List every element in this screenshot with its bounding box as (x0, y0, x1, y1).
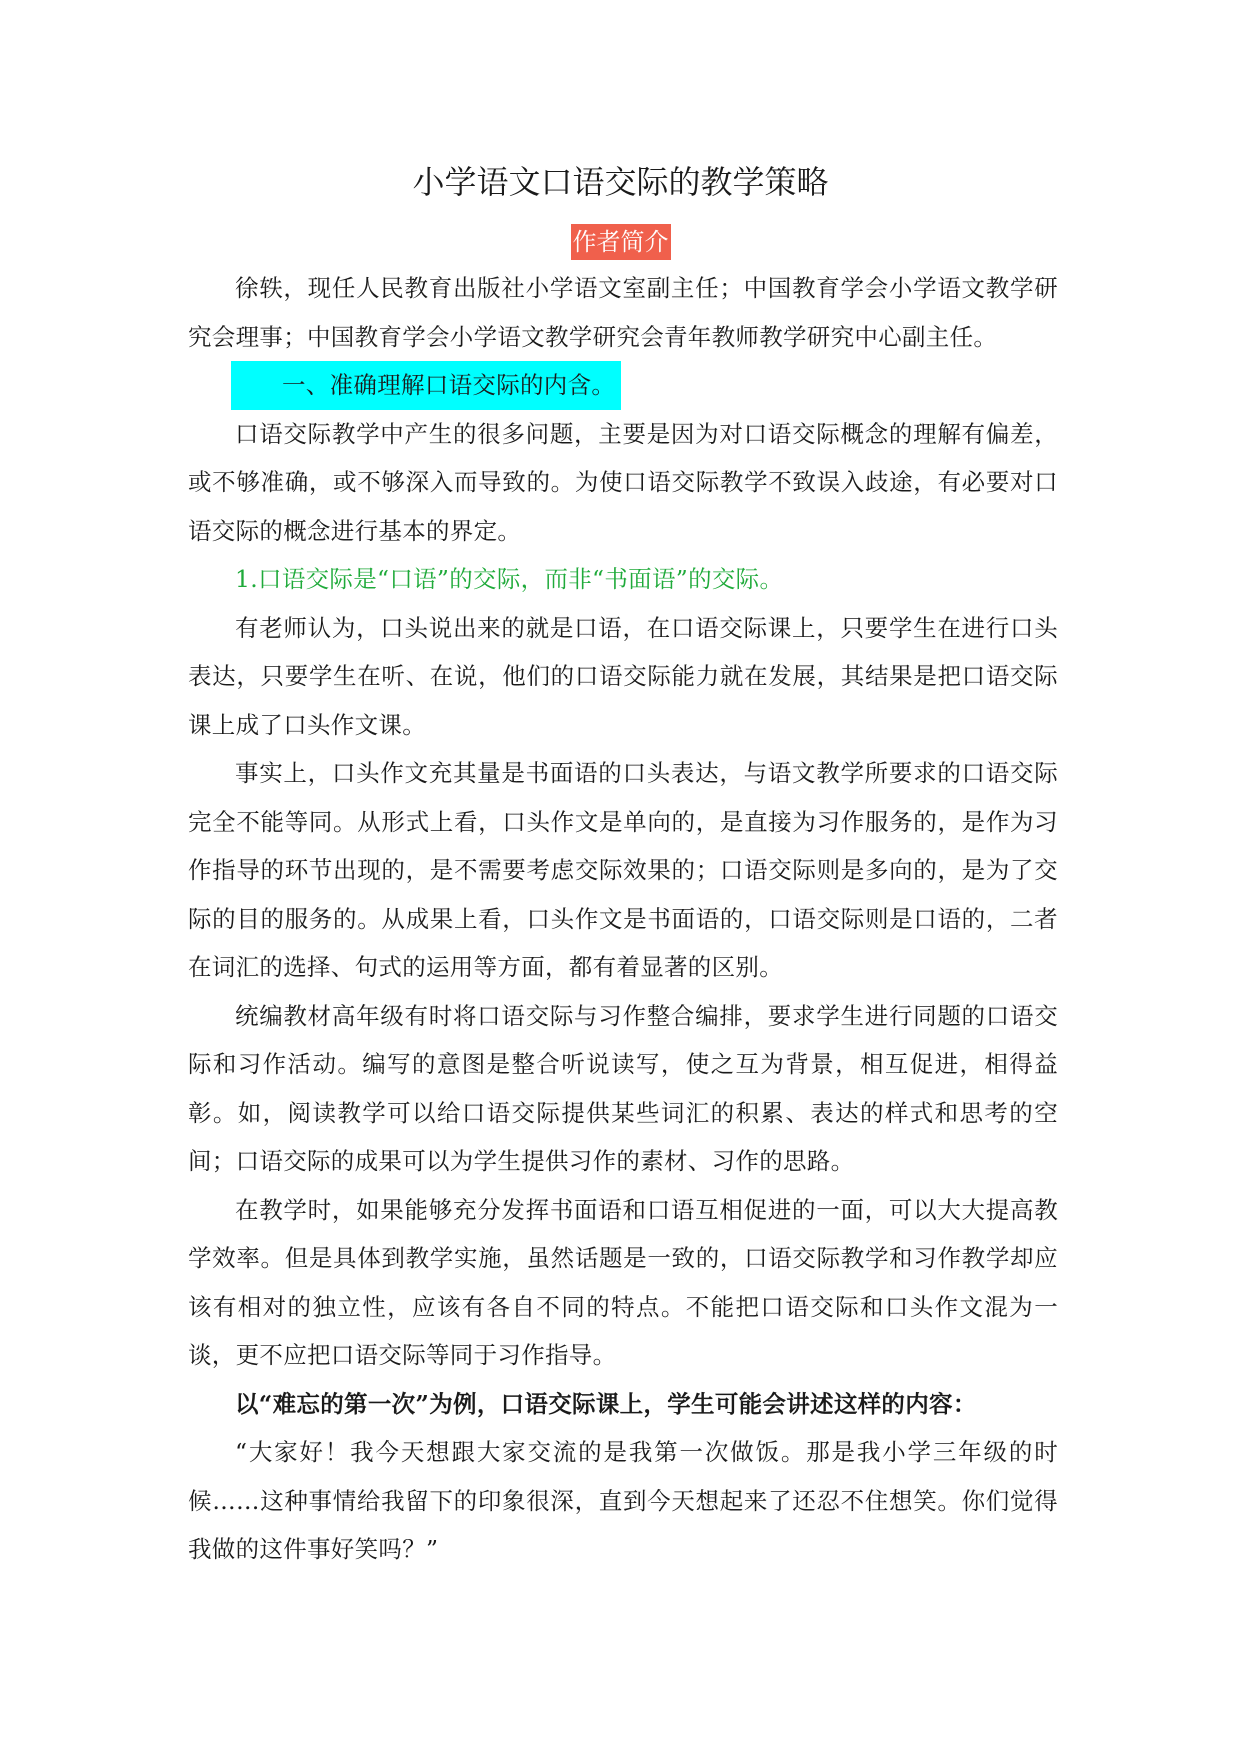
body-paragraph: 统编教材高年级有时将口语交际与习作整合编排，要求学生进行同题的口语交际和习作活动。编写的意图是整合听说读写，使之互为背景，相互促进，相得益彰。如，阅读教学可以给口语交际提供某些词汇的积累、表达的样式和思考的空间；口语交际的成果可以为学生提供习作的素材、习作的思路。 (188, 1001, 1058, 1175)
quote-paragraph: “大家好！我今天想跟大家交流的是我第一次做饭。那是我小学三年级的时候……这种事情给我留下的印象很深，直到今天想起来了还忍不住想笑。你们觉得我做的这件事好笑吗？” (188, 1438, 1058, 1563)
article-body (188, 264, 1058, 1574)
section-heading-row (188, 361, 1058, 410)
subsection-heading: 1.口语交际是“口语”的交际，而非“书面语”的交际。 (235, 565, 784, 593)
author-badge-wrap (0, 224, 1241, 260)
body-paragraph: 在教学时，如果能够充分发挥书面语和口语互相促进的一面，可以大大提高教学效率。但是具体到教学实施，虽然话题是一致的，口语交际教学和习作教学却应该有相对的独立性，应该有各自不同的特点。不能把口语交际和口头作文混为一谈，更不应把口语交际等同于习作指导。 (188, 1195, 1058, 1369)
section-heading: 一、准确理解口语交际的内含。 (231, 361, 621, 410)
body-paragraph: 事实上，口头作文充其量是书面语的口头表达，与语文教学所要求的口语交际完全不能等同。从形式上看，口头作文是单向的，是直接为习作服务的，是作为习作指导的环节出现的，是不需要考虑交际效果的；口语交际则是多向的，是为了交际的目的服务的。从成果上看，口头作文是书面语的，口语交际则是口语的，二者在词汇的选择、句式的运用等方面，都有着显著的区别。 (188, 759, 1058, 981)
author-paragraph: 徐轶，现任人民教育出版社小学语文室副主任；中国教育学会小学语文教学研究会理事；中国教育学会小学语文教学研究会青年教师教学研究中心副主任。 (188, 274, 1058, 351)
author-intro-badge: 作者简介 (571, 224, 671, 260)
page-title: 小学语文口语交际的教学策略 (412, 163, 829, 201)
body-paragraph: 有老师认为，口头说出来的就是口语，在口语交际课上，只要学生在进行口头表达，只要学生在听、在说，他们的口语交际能力就在发展，其结果是把口语交际课上成了口头作文课。 (188, 613, 1058, 739)
example-intro: 以“难忘的第一次”为例，口语交际课上，学生可能会讲述这样的内容： (235, 1389, 977, 1418)
body-paragraph: 口语交际教学中产生的很多问题，主要是因为对口语交际概念的理解有偏差，或不够准确，或不够深入而导致的。为使口语交际教学不致误入歧途，有必要对口语交际的概念进行基本的界定。 (188, 419, 1058, 545)
